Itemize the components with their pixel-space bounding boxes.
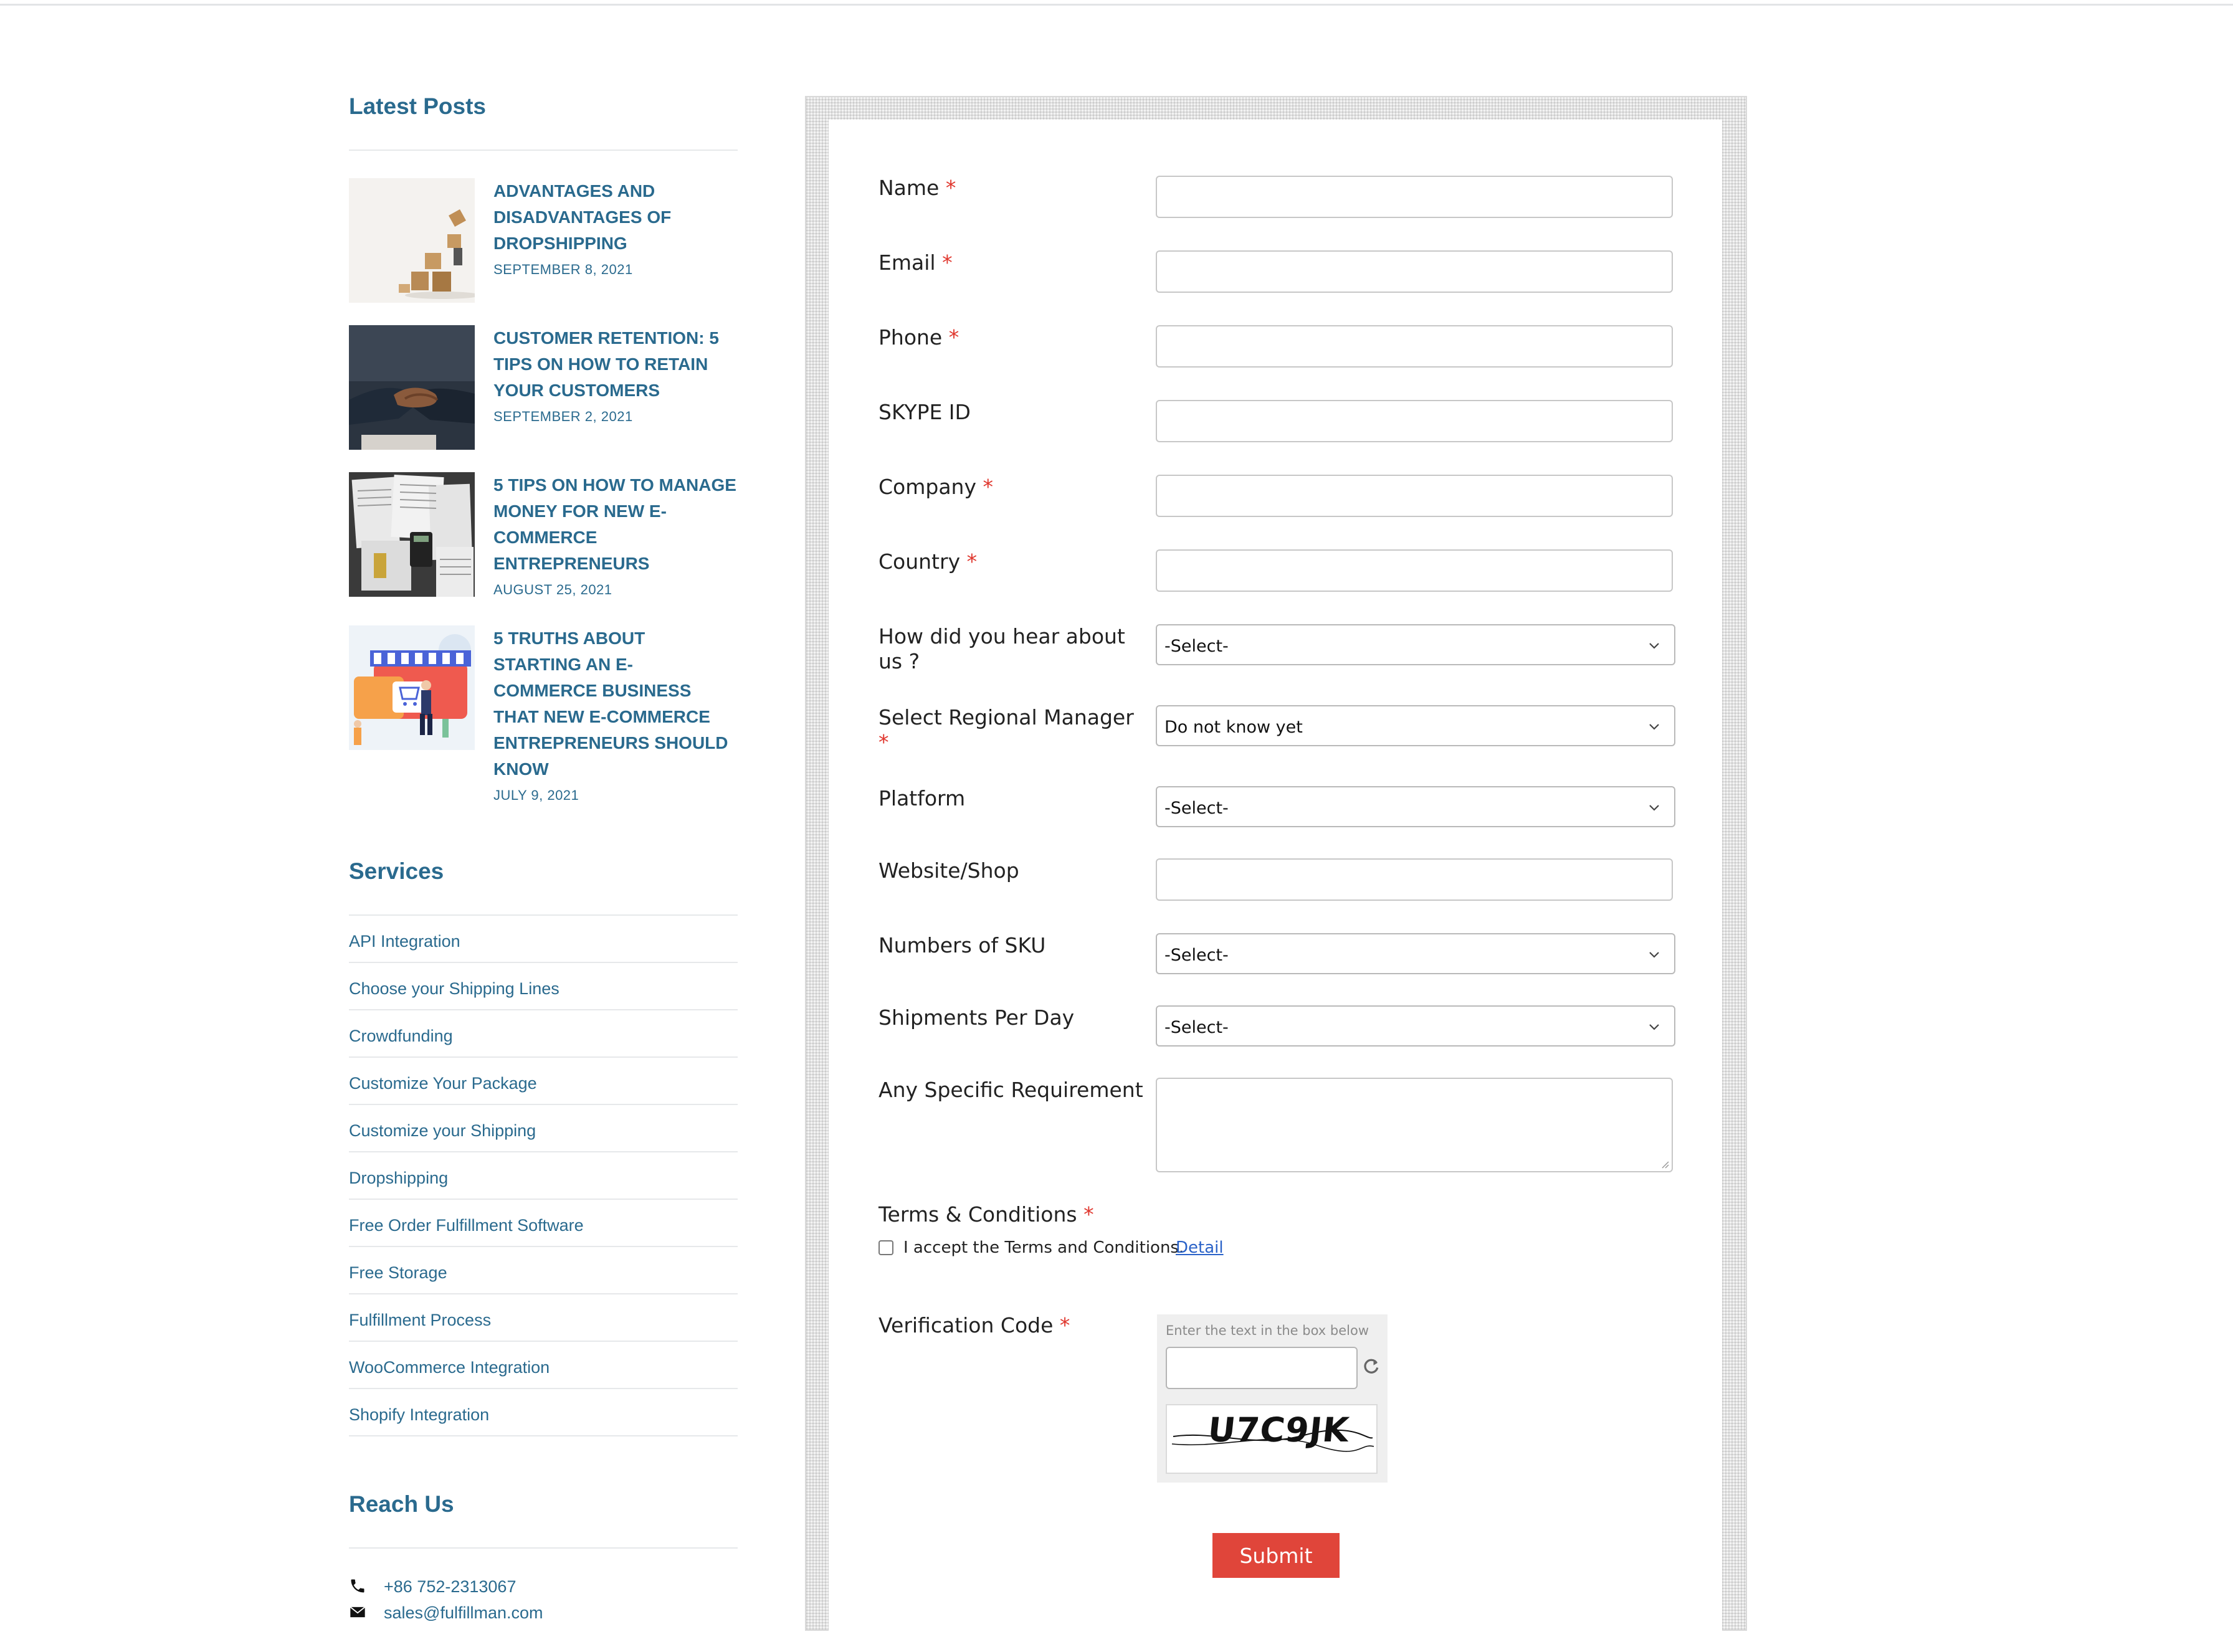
service-link[interactable]: Shopify Integration: [349, 1405, 490, 1424]
chevron-down-icon: [1647, 800, 1662, 815]
post-title-line[interactable]: DISADVANTAGES OF: [493, 207, 672, 227]
label-text: Select Regional Manager: [878, 705, 1134, 729]
list-item: [349, 963, 738, 1010]
required-mark: *: [948, 325, 959, 349]
country-input[interactable]: [1156, 549, 1673, 592]
reach-us-title: Reach Us: [349, 1491, 454, 1517]
post-title-line[interactable]: ENTREPRENEURS SHOULD: [493, 733, 728, 752]
required-mark: *: [1083, 1202, 1094, 1227]
captcha-hint: Enter the text in the box below: [1166, 1323, 1369, 1338]
chevron-down-icon: [1647, 638, 1662, 653]
service-link[interactable]: Fulfillment Process: [349, 1311, 492, 1329]
list-item: [349, 1342, 738, 1389]
chevron-down-icon: [1647, 947, 1662, 962]
refresh-icon[interactable]: [1363, 1357, 1381, 1375]
services-list: [349, 916, 738, 1436]
post-date: AUGUST 25, 2021: [493, 582, 612, 597]
required-mark: *: [966, 549, 978, 574]
page-heading-cutoff: [355, 0, 604, 4]
latest-posts-title: Latest Posts: [349, 93, 487, 119]
post-title-line[interactable]: ADVANTAGES AND: [493, 181, 655, 201]
website-input[interactable]: [1156, 858, 1673, 901]
service-link[interactable]: Free Order Fulfillment Software: [349, 1216, 584, 1235]
label-text: us ?: [878, 649, 920, 673]
list-item: [349, 1152, 738, 1200]
service-link[interactable]: Choose your Shipping Lines: [349, 979, 559, 998]
captcha-input[interactable]: [1166, 1347, 1358, 1389]
services-title: Services: [349, 858, 444, 884]
service-link[interactable]: Customize your Shipping: [349, 1121, 536, 1140]
phone-label: [878, 325, 959, 350]
verification-label: [878, 1313, 1070, 1338]
post-title-line[interactable]: CUSTOMER RETENTION: 5: [493, 328, 719, 348]
name-input[interactable]: [1156, 176, 1673, 218]
service-link[interactable]: WooCommerce Integration: [349, 1358, 550, 1377]
requirement-textarea[interactable]: [1156, 1078, 1673, 1172]
captcha-code: U7C9JK: [1206, 1410, 1351, 1450]
required-mark: *: [945, 176, 956, 200]
post-title[interactable]: [493, 625, 743, 782]
post-title-line[interactable]: STARTING AN E-: [493, 655, 633, 674]
label-text: Email: [878, 250, 936, 275]
shipments-label: Shipments Per Day: [878, 1005, 1075, 1030]
required-mark: *: [878, 730, 889, 754]
post-title-line[interactable]: MONEY FOR NEW E-: [493, 501, 667, 521]
phone-icon: [349, 1577, 366, 1595]
chevron-down-icon: [1647, 719, 1662, 734]
select-value: -Select-: [1164, 946, 1229, 965]
header-bottom-border: [0, 4, 2233, 6]
post-title-line[interactable]: THAT NEW E-COMMERCE: [493, 707, 710, 726]
service-link[interactable]: Free Storage: [349, 1263, 447, 1282]
service-link[interactable]: API Integration: [349, 932, 460, 951]
select-value: Do not know yet: [1164, 718, 1303, 737]
submit-button[interactable]: Submit: [1212, 1533, 1340, 1578]
label-text: Company: [878, 475, 976, 499]
required-mark: *: [1059, 1313, 1070, 1337]
post-thumbnail-boxes[interactable]: [349, 178, 475, 303]
envelope-icon: [349, 1603, 366, 1621]
regional-manager-select[interactable]: [1156, 705, 1675, 746]
list-item: [349, 1058, 738, 1105]
post-title-line[interactable]: COMMERCE: [493, 528, 598, 547]
label-text: Name: [878, 176, 940, 200]
post-thumbnail-handshake[interactable]: [349, 325, 475, 450]
post-date: SEPTEMBER 8, 2021: [493, 262, 633, 277]
label-text: How did you hear about: [878, 624, 1125, 648]
widget-divider: [349, 1547, 738, 1549]
platform-label: Platform: [878, 786, 966, 810]
post-title-line[interactable]: DROPSHIPPING: [493, 234, 627, 253]
select-value: -Select-: [1164, 799, 1229, 818]
list-item: [349, 1294, 738, 1342]
service-link[interactable]: Dropshipping: [349, 1169, 449, 1187]
required-mark: *: [942, 250, 953, 275]
post-title[interactable]: [493, 472, 743, 577]
post-title[interactable]: [493, 325, 743, 404]
regional-manager-label: [878, 705, 1134, 755]
resize-handle-icon[interactable]: [1660, 1160, 1669, 1169]
captcha-image: [1166, 1404, 1378, 1474]
post-title-line[interactable]: ENTREPRENEURS: [493, 554, 650, 573]
terms-checkbox[interactable]: [878, 1240, 893, 1255]
list-item: [349, 1010, 738, 1058]
company-input[interactable]: [1156, 475, 1673, 517]
required-mark: *: [983, 475, 993, 499]
post-thumbnail-receipts[interactable]: [349, 472, 475, 597]
list-item: [349, 1200, 738, 1247]
contact-phone-text[interactable]: +86 752-2313067: [384, 1577, 517, 1596]
service-link[interactable]: Customize Your Package: [349, 1074, 537, 1093]
contact-email-text[interactable]: sales@fulfillman.com: [384, 1603, 543, 1622]
post-thumbnail-storefront[interactable]: [349, 625, 475, 750]
captcha-widget: [1157, 1314, 1388, 1483]
post-title-line[interactable]: 5 TIPS ON HOW TO MANAGE: [493, 475, 736, 495]
post-title[interactable]: [493, 178, 743, 257]
email-label: [878, 250, 953, 275]
select-value: -Select-: [1164, 1018, 1229, 1037]
label-text: Phone: [878, 325, 943, 349]
phone-input[interactable]: [1156, 325, 1673, 368]
post-title-line[interactable]: COMMERCE BUSINESS: [493, 681, 692, 700]
skype-label: SKYPE ID: [878, 400, 971, 424]
platform-select[interactable]: [1156, 786, 1675, 827]
sku-select[interactable]: [1156, 933, 1675, 974]
terms-accept-text: I accept the Terms and Conditions.: [903, 1238, 1184, 1257]
chevron-down-icon: [1647, 1019, 1662, 1034]
country-label: [878, 549, 977, 574]
list-item: [349, 916, 738, 963]
list-item: [349, 1247, 738, 1294]
list-item: [349, 1105, 738, 1152]
sku-label: Numbers of SKU: [878, 933, 1046, 957]
skype-input[interactable]: [1156, 400, 1673, 442]
post-title-line[interactable]: TIPS ON HOW TO RETAIN: [493, 354, 708, 374]
post-date: JULY 9, 2021: [493, 787, 579, 803]
widget-divider: [349, 150, 738, 151]
select-value: -Select-: [1164, 637, 1229, 656]
terms-label: [878, 1202, 1094, 1227]
name-label: [878, 176, 956, 201]
post-date: SEPTEMBER 2, 2021: [493, 409, 633, 424]
post-title-line[interactable]: YOUR CUSTOMERS: [493, 381, 660, 400]
terms-detail-link[interactable]: Detail: [1176, 1238, 1224, 1257]
email-input[interactable]: [1156, 250, 1673, 293]
hear-about-select[interactable]: [1156, 624, 1675, 665]
post-title-line[interactable]: 5 TRUTHS ABOUT: [493, 629, 645, 648]
label-text: Verification Code: [878, 1313, 1054, 1337]
requirement-label: Any Specific Requirement: [878, 1078, 1143, 1102]
hear-about-label: [878, 624, 1125, 674]
label-text: Terms & Conditions: [878, 1202, 1077, 1227]
post-title-line[interactable]: KNOW: [493, 759, 549, 779]
website-label: Website/Shop: [878, 858, 1019, 883]
service-link[interactable]: Crowdfunding: [349, 1027, 453, 1045]
shipments-select[interactable]: [1156, 1005, 1675, 1047]
list-item: [349, 1389, 738, 1436]
company-label: [878, 475, 993, 500]
label-text: Country: [878, 549, 961, 574]
